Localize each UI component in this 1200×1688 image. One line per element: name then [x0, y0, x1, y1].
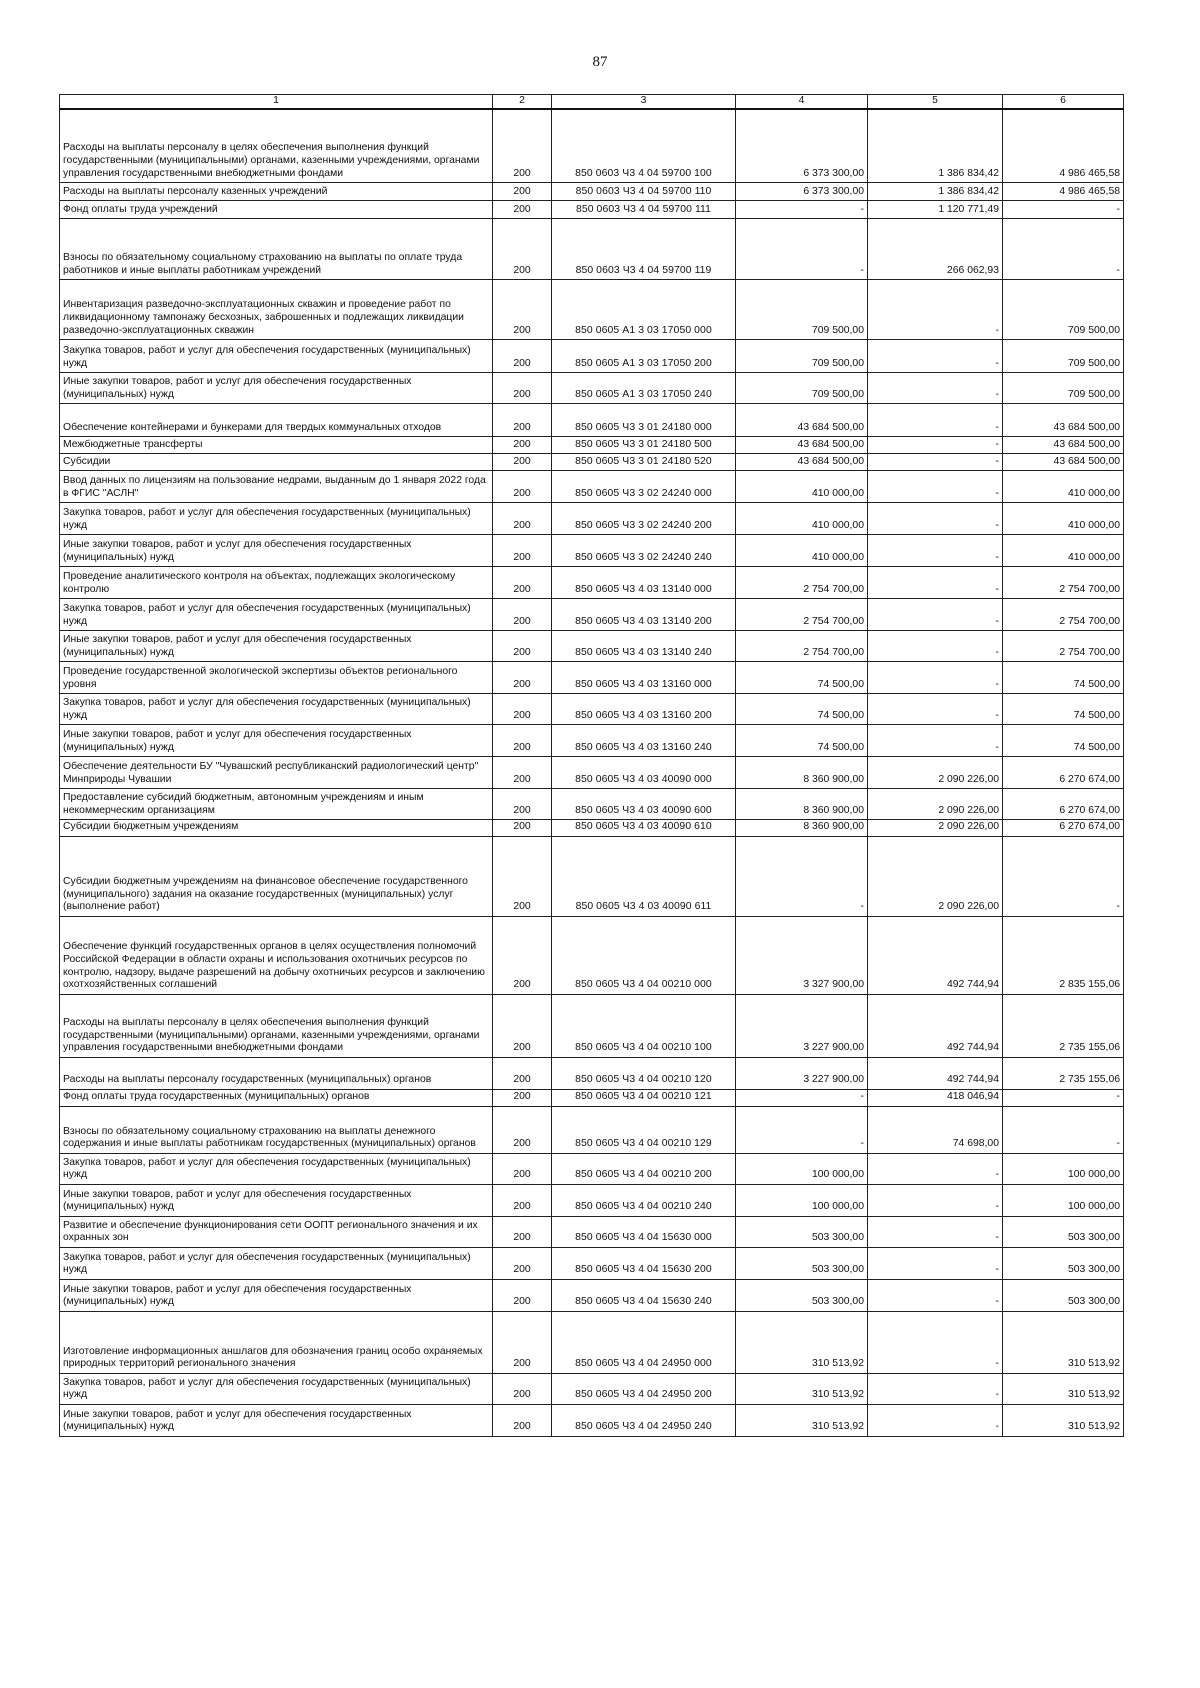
- row-vid-cell: 200: [493, 535, 552, 567]
- column-header: 2: [493, 95, 552, 109]
- row-code-cell: 850 0605 Ч3 4 04 24950 000: [552, 1311, 736, 1373]
- row-code-cell: 850 0605 Ч3 3 02 24240 200: [552, 503, 736, 535]
- table-row: [60, 916, 1124, 994]
- row-vid-cell: 200: [493, 757, 552, 789]
- row-remainder-cell: -: [1003, 1089, 1124, 1106]
- row-executed-cell: 266 062,93: [868, 219, 1003, 280]
- column-header: 4: [736, 95, 868, 109]
- row-vid-cell: 200: [493, 1247, 552, 1279]
- row-remainder-cell: 410 000,00: [1003, 535, 1124, 567]
- row-code-cell: 850 0605 Ч3 4 03 13140 200: [552, 599, 736, 631]
- row-planned-cell: -: [736, 219, 868, 280]
- row-planned-cell: 3 227 900,00: [736, 994, 868, 1057]
- row-remainder-cell: 310 513,92: [1003, 1404, 1124, 1436]
- row-executed-cell: -: [868, 662, 1003, 694]
- table-row: [60, 340, 1124, 373]
- row-planned-cell: 410 000,00: [736, 503, 868, 535]
- row-vid-cell: 200: [493, 820, 552, 837]
- row-planned-cell: -: [736, 1089, 868, 1106]
- table-row: [60, 1089, 1124, 1106]
- row-vid-cell: 200: [493, 789, 552, 820]
- row-code-cell: 850 0605 А1 3 03 17050 240: [552, 373, 736, 404]
- row-code-cell: 850 0605 Ч3 4 03 40090 611: [552, 836, 736, 916]
- row-code-cell: 850 0605 Ч3 4 03 40090 610: [552, 820, 736, 837]
- row-executed-cell: -: [868, 280, 1003, 340]
- row-remainder-cell: -: [1003, 201, 1124, 219]
- row-remainder-cell: 2 735 155,06: [1003, 1057, 1124, 1089]
- row-executed-cell: 1 386 834,42: [868, 109, 1003, 183]
- table-row: [60, 1184, 1124, 1216]
- table-row: [60, 1153, 1124, 1184]
- row-code-cell: 850 0605 Ч3 4 03 13140 000: [552, 567, 736, 599]
- table-row: [60, 280, 1124, 340]
- row-remainder-cell: 709 500,00: [1003, 280, 1124, 340]
- row-remainder-cell: 410 000,00: [1003, 503, 1124, 535]
- row-executed-cell: -: [868, 567, 1003, 599]
- row-remainder-cell: 74 500,00: [1003, 662, 1124, 694]
- row-remainder-cell: -: [1003, 219, 1124, 280]
- row-vid-cell: 200: [493, 183, 552, 201]
- row-vid-cell: 200: [493, 994, 552, 1057]
- row-remainder-cell: 503 300,00: [1003, 1216, 1124, 1247]
- row-remainder-cell: 100 000,00: [1003, 1184, 1124, 1216]
- row-vid-cell: 200: [493, 219, 552, 280]
- row-remainder-cell: 503 300,00: [1003, 1247, 1124, 1279]
- row-name-cell: Обеспечение функций государственных органов в целях осуществления полномочий Российской Федерации в области охраны и использования охотничьих ресурсов по контролю, надзору, выдаче разрешений на добычу охотничьих ресурсов и заключению охотхозяйственных соглашений: [60, 916, 493, 994]
- row-remainder-cell: 43 684 500,00: [1003, 437, 1124, 454]
- row-code-cell: 850 0603 Ч3 4 04 59700 100: [552, 109, 736, 183]
- table-row: [60, 373, 1124, 404]
- row-executed-cell: -: [868, 471, 1003, 503]
- row-remainder-cell: 2 754 700,00: [1003, 631, 1124, 662]
- row-executed-cell: -: [868, 725, 1003, 757]
- row-code-cell: 850 0605 Ч3 3 01 24180 000: [552, 404, 736, 437]
- row-executed-cell: 418 046,94: [868, 1089, 1003, 1106]
- table-row: [60, 1057, 1124, 1089]
- table-row: [60, 836, 1124, 916]
- row-planned-cell: 43 684 500,00: [736, 404, 868, 437]
- row-planned-cell: 3 227 900,00: [736, 1057, 868, 1089]
- row-executed-cell: -: [868, 503, 1003, 535]
- page-number: 87: [592, 54, 608, 70]
- row-vid-cell: 200: [493, 471, 552, 503]
- table-row: [60, 820, 1124, 837]
- row-remainder-cell: 2 754 700,00: [1003, 567, 1124, 599]
- budget-table: [59, 94, 1124, 1437]
- row-remainder-cell: -: [1003, 1106, 1124, 1153]
- row-remainder-cell: 2 735 155,06: [1003, 994, 1124, 1057]
- row-name-cell: Проведение государственной экологической экспертизы объектов регионального уровня: [60, 662, 493, 694]
- table-row: [60, 1106, 1124, 1153]
- row-name-cell: Изготовление информационных аншлагов для обозначения границ особо охраняемых природных территорий регионального значения: [60, 1311, 493, 1373]
- row-vid-cell: 200: [493, 1311, 552, 1373]
- row-code-cell: 850 0605 Ч3 3 01 24180 520: [552, 454, 736, 471]
- row-vid-cell: 200: [493, 916, 552, 994]
- row-executed-cell: -: [868, 535, 1003, 567]
- row-executed-cell: -: [868, 373, 1003, 404]
- row-executed-cell: -: [868, 631, 1003, 662]
- row-remainder-cell: 503 300,00: [1003, 1279, 1124, 1311]
- row-remainder-cell: 6 270 674,00: [1003, 789, 1124, 820]
- row-planned-cell: 503 300,00: [736, 1216, 868, 1247]
- row-code-cell: 850 0605 Ч3 3 02 24240 240: [552, 535, 736, 567]
- row-remainder-cell: 4 986 465,58: [1003, 109, 1124, 183]
- column-header: 6: [1003, 95, 1124, 109]
- row-code-cell: 850 0603 Ч3 4 04 59700 111: [552, 201, 736, 219]
- row-planned-cell: 410 000,00: [736, 535, 868, 567]
- row-executed-cell: 74 698,00: [868, 1106, 1003, 1153]
- table-row: [60, 471, 1124, 503]
- row-executed-cell: 492 744,94: [868, 916, 1003, 994]
- row-vid-cell: 200: [493, 631, 552, 662]
- row-executed-cell: -: [868, 340, 1003, 373]
- table-row: [60, 219, 1124, 280]
- row-code-cell: 850 0605 Ч3 3 02 24240 000: [552, 471, 736, 503]
- row-planned-cell: 2 754 700,00: [736, 567, 868, 599]
- row-executed-cell: 1 120 771,49: [868, 201, 1003, 219]
- row-vid-cell: 200: [493, 373, 552, 404]
- row-vid-cell: 200: [493, 340, 552, 373]
- row-vid-cell: 200: [493, 201, 552, 219]
- row-executed-cell: -: [868, 599, 1003, 631]
- row-remainder-cell: 100 000,00: [1003, 1153, 1124, 1184]
- row-code-cell: 850 0605 Ч3 4 04 15630 000: [552, 1216, 736, 1247]
- row-name-cell: Взносы по обязательному социальному страхованию на выплаты по оплате труда работников и иные выплаты работникам учреждений: [60, 219, 493, 280]
- row-name-cell: Закупка товаров, работ и услуг для обеспечения государственных (муниципальных) нужд: [60, 503, 493, 535]
- row-vid-cell: 200: [493, 725, 552, 757]
- row-code-cell: 850 0605 Ч3 4 03 40090 600: [552, 789, 736, 820]
- row-planned-cell: 74 500,00: [736, 725, 868, 757]
- table-row: [60, 404, 1124, 437]
- row-code-cell: 850 0605 Ч3 4 04 00210 120: [552, 1057, 736, 1089]
- row-code-cell: 850 0605 Ч3 4 03 13140 240: [552, 631, 736, 662]
- row-name-cell: Предоставление субсидий бюджетным, автономным учреждениям и иным некоммерческим организациям: [60, 789, 493, 820]
- table-row: [60, 454, 1124, 471]
- table-row: [60, 1247, 1124, 1279]
- row-planned-cell: -: [736, 201, 868, 219]
- row-remainder-cell: -: [1003, 836, 1124, 916]
- row-planned-cell: 503 300,00: [736, 1247, 868, 1279]
- row-planned-cell: 8 360 900,00: [736, 757, 868, 789]
- table-row: [60, 109, 1124, 183]
- row-executed-cell: -: [868, 1184, 1003, 1216]
- row-remainder-cell: 310 513,92: [1003, 1373, 1124, 1404]
- row-executed-cell: 2 090 226,00: [868, 757, 1003, 789]
- table-row: [60, 631, 1124, 662]
- row-name-cell: Фонд оплаты труда государственных (муниципальных) органов: [60, 1089, 493, 1106]
- row-planned-cell: 709 500,00: [736, 280, 868, 340]
- row-code-cell: 850 0605 Ч3 4 03 40090 000: [552, 757, 736, 789]
- row-planned-cell: 310 513,92: [736, 1404, 868, 1436]
- row-executed-cell: -: [868, 1404, 1003, 1436]
- row-planned-cell: 2 754 700,00: [736, 599, 868, 631]
- row-code-cell: 850 0605 Ч3 4 04 15630 200: [552, 1247, 736, 1279]
- table-row: [60, 1216, 1124, 1247]
- row-name-cell: Закупка товаров, работ и услуг для обеспечения государственных (муниципальных) нужд: [60, 694, 493, 725]
- row-remainder-cell: 2 754 700,00: [1003, 599, 1124, 631]
- row-code-cell: 850 0605 А1 3 03 17050 200: [552, 340, 736, 373]
- table-row: [60, 694, 1124, 725]
- row-code-cell: 850 0605 А1 3 03 17050 000: [552, 280, 736, 340]
- row-name-cell: Ввод данных по лицензиям на пользование недрами, выданным до 1 января 2022 года в ФГИС "АСЛН": [60, 471, 493, 503]
- row-name-cell: Обеспечение деятельности БУ "Чувашский республиканский радиологический центр" Минприроды Чувашии: [60, 757, 493, 789]
- row-name-cell: Иные закупки товаров, работ и услуг для обеспечения государственных (муниципальных) нужд: [60, 1184, 493, 1216]
- row-name-cell: Фонд оплаты труда учреждений: [60, 201, 493, 219]
- row-name-cell: Инвентаризация разведочно-эксплуатационных скважин и проведение работ по ликвидационному тампонажу бесхозных, заброшенных и подлежащих ликвидации разведочно-эксплуатационных скважин: [60, 280, 493, 340]
- row-remainder-cell: 6 270 674,00: [1003, 757, 1124, 789]
- row-vid-cell: 200: [493, 1106, 552, 1153]
- row-vid-cell: 200: [493, 1057, 552, 1089]
- row-planned-cell: -: [736, 1106, 868, 1153]
- row-executed-cell: 492 744,94: [868, 1057, 1003, 1089]
- row-code-cell: 850 0605 Ч3 4 04 15630 240: [552, 1279, 736, 1311]
- row-vid-cell: 200: [493, 694, 552, 725]
- table-row: [60, 994, 1124, 1057]
- table-row: [60, 1279, 1124, 1311]
- row-code-cell: 850 0603 Ч3 4 04 59700 110: [552, 183, 736, 201]
- row-planned-cell: 74 500,00: [736, 662, 868, 694]
- row-planned-cell: 100 000,00: [736, 1153, 868, 1184]
- row-vid-cell: 200: [493, 503, 552, 535]
- row-code-cell: 850 0605 Ч3 4 04 00210 000: [552, 916, 736, 994]
- row-remainder-cell: 410 000,00: [1003, 471, 1124, 503]
- row-executed-cell: -: [868, 404, 1003, 437]
- row-name-cell: Закупка товаров, работ и услуг для обеспечения государственных (муниципальных) нужд: [60, 1247, 493, 1279]
- row-vid-cell: 200: [493, 836, 552, 916]
- row-code-cell: 850 0605 Ч3 4 04 00210 200: [552, 1153, 736, 1184]
- row-name-cell: Расходы на выплаты персоналу в целях обеспечения выполнения функций государственными (муниципальными) органами, казенными учреждениями, органами управления государственными внебюджетными фондами: [60, 109, 493, 183]
- row-vid-cell: 200: [493, 1216, 552, 1247]
- row-planned-cell: 310 513,92: [736, 1373, 868, 1404]
- table-row: [60, 1404, 1124, 1436]
- row-executed-cell: 2 090 226,00: [868, 789, 1003, 820]
- row-planned-cell: -: [736, 836, 868, 916]
- row-name-cell: Закупка товаров, работ и услуг для обеспечения государственных (муниципальных) нужд: [60, 340, 493, 373]
- row-remainder-cell: 43 684 500,00: [1003, 404, 1124, 437]
- row-remainder-cell: 4 986 465,58: [1003, 183, 1124, 201]
- row-executed-cell: -: [868, 454, 1003, 471]
- row-code-cell: 850 0605 Ч3 4 04 24950 240: [552, 1404, 736, 1436]
- row-name-cell: Иные закупки товаров, работ и услуг для обеспечения государственных (муниципальных) нужд: [60, 1404, 493, 1436]
- table-row: [60, 183, 1124, 201]
- row-name-cell: Закупка товаров, работ и услуг для обеспечения государственных (муниципальных) нужд: [60, 1153, 493, 1184]
- table-row: [60, 1311, 1124, 1373]
- row-planned-cell: 100 000,00: [736, 1184, 868, 1216]
- row-executed-cell: -: [868, 1311, 1003, 1373]
- row-remainder-cell: 2 835 155,06: [1003, 916, 1124, 994]
- row-planned-cell: 709 500,00: [736, 340, 868, 373]
- row-planned-cell: 6 373 300,00: [736, 183, 868, 201]
- row-vid-cell: 200: [493, 1279, 552, 1311]
- row-vid-cell: 200: [493, 1373, 552, 1404]
- row-code-cell: 850 0605 Ч3 4 04 00210 240: [552, 1184, 736, 1216]
- row-vid-cell: 200: [493, 404, 552, 437]
- row-remainder-cell: 6 270 674,00: [1003, 820, 1124, 837]
- row-remainder-cell: 74 500,00: [1003, 694, 1124, 725]
- row-code-cell: 850 0605 Ч3 4 04 00210 121: [552, 1089, 736, 1106]
- row-planned-cell: 503 300,00: [736, 1279, 868, 1311]
- row-planned-cell: 74 500,00: [736, 694, 868, 725]
- row-planned-cell: 2 754 700,00: [736, 631, 868, 662]
- row-name-cell: Межбюджетные трансферты: [60, 437, 493, 454]
- row-remainder-cell: 43 684 500,00: [1003, 454, 1124, 471]
- row-executed-cell: -: [868, 1247, 1003, 1279]
- row-code-cell: 850 0605 Ч3 3 01 24180 500: [552, 437, 736, 454]
- row-vid-cell: 200: [493, 599, 552, 631]
- row-planned-cell: 3 327 900,00: [736, 916, 868, 994]
- row-name-cell: Иные закупки товаров, работ и услуг для обеспечения государственных (муниципальных) нужд: [60, 631, 493, 662]
- row-planned-cell: 709 500,00: [736, 373, 868, 404]
- row-name-cell: Закупка товаров, работ и услуг для обеспечения государственных (муниципальных) нужд: [60, 1373, 493, 1404]
- table-row: [60, 437, 1124, 454]
- row-planned-cell: 8 360 900,00: [736, 789, 868, 820]
- row-code-cell: 850 0605 Ч3 4 04 24950 200: [552, 1373, 736, 1404]
- table-row: [60, 201, 1124, 219]
- row-executed-cell: -: [868, 1373, 1003, 1404]
- row-name-cell: Иные закупки товаров, работ и услуг для обеспечения государственных (муниципальных) нужд: [60, 1279, 493, 1311]
- row-remainder-cell: 74 500,00: [1003, 725, 1124, 757]
- row-code-cell: 850 0605 Ч3 4 03 13160 240: [552, 725, 736, 757]
- table-row: [60, 757, 1124, 789]
- row-name-cell: Субсидии бюджетным учреждениям на финансовое обеспечение государственного (муниципального) задания на оказание государственных (муниципальных) услуг (выполнение работ): [60, 836, 493, 916]
- row-name-cell: Закупка товаров, работ и услуг для обеспечения государственных (муниципальных) нужд: [60, 599, 493, 631]
- row-remainder-cell: 310 513,92: [1003, 1311, 1124, 1373]
- table-row: [60, 535, 1124, 567]
- row-executed-cell: -: [868, 437, 1003, 454]
- row-vid-cell: 200: [493, 454, 552, 471]
- row-planned-cell: 310 513,92: [736, 1311, 868, 1373]
- row-planned-cell: 8 360 900,00: [736, 820, 868, 837]
- column-number-header: [60, 95, 1124, 109]
- row-vid-cell: 200: [493, 567, 552, 599]
- row-planned-cell: 6 373 300,00: [736, 109, 868, 183]
- row-name-cell: Развитие и обеспечение функционирования сети ООПТ регионального значения и их охранных зон: [60, 1216, 493, 1247]
- row-vid-cell: 200: [493, 109, 552, 183]
- row-vid-cell: 200: [493, 1153, 552, 1184]
- row-executed-cell: 2 090 226,00: [868, 836, 1003, 916]
- table-row: [60, 567, 1124, 599]
- row-code-cell: 850 0603 Ч3 4 04 59700 119: [552, 219, 736, 280]
- table-row: [60, 1373, 1124, 1404]
- column-header: 1: [60, 95, 493, 109]
- row-executed-cell: -: [868, 694, 1003, 725]
- row-executed-cell: -: [868, 1153, 1003, 1184]
- table-row: [60, 789, 1124, 820]
- row-remainder-cell: 709 500,00: [1003, 373, 1124, 404]
- column-header: 3: [552, 95, 736, 109]
- row-name-cell: Иные закупки товаров, работ и услуг для обеспечения государственных (муниципальных) нужд: [60, 373, 493, 404]
- row-code-cell: 850 0605 Ч3 4 03 13160 200: [552, 694, 736, 725]
- table-row: [60, 503, 1124, 535]
- row-executed-cell: 2 090 226,00: [868, 820, 1003, 837]
- table-body: [60, 109, 1124, 1437]
- row-name-cell: Расходы на выплаты персоналу в целях обеспечения выполнения функций государственными (муниципальными) органами, казенными учреждениями, органами управления государственными внебюджетными фондами: [60, 994, 493, 1057]
- row-name-cell: Взносы по обязательному социальному страхованию на выплаты денежного содержания и иные выплаты работникам государственных (муниципальных) органов: [60, 1106, 493, 1153]
- row-vid-cell: 200: [493, 1184, 552, 1216]
- row-name-cell: Расходы на выплаты персоналу государственных (муниципальных) органов: [60, 1057, 493, 1089]
- row-vid-cell: 200: [493, 662, 552, 694]
- column-header: 5: [868, 95, 1003, 109]
- row-executed-cell: 1 386 834,42: [868, 183, 1003, 201]
- row-remainder-cell: 709 500,00: [1003, 340, 1124, 373]
- row-vid-cell: 200: [493, 1404, 552, 1436]
- table-row: [60, 725, 1124, 757]
- row-name-cell: Субсидии: [60, 454, 493, 471]
- row-name-cell: Иные закупки товаров, работ и услуг для обеспечения государственных (муниципальных) нужд: [60, 535, 493, 567]
- row-code-cell: 850 0605 Ч3 4 03 13160 000: [552, 662, 736, 694]
- row-name-cell: Расходы на выплаты персоналу казенных учреждений: [60, 183, 493, 201]
- row-executed-cell: -: [868, 1216, 1003, 1247]
- row-name-cell: Иные закупки товаров, работ и услуг для обеспечения государственных (муниципальных) нужд: [60, 725, 493, 757]
- table-row: [60, 662, 1124, 694]
- row-planned-cell: 43 684 500,00: [736, 437, 868, 454]
- row-planned-cell: 43 684 500,00: [736, 454, 868, 471]
- row-executed-cell: -: [868, 1279, 1003, 1311]
- row-name-cell: Обеспечение контейнерами и бункерами для твердых коммунальных отходов: [60, 404, 493, 437]
- row-planned-cell: 410 000,00: [736, 471, 868, 503]
- row-vid-cell: 200: [493, 280, 552, 340]
- row-code-cell: 850 0605 Ч3 4 04 00210 100: [552, 994, 736, 1057]
- row-vid-cell: 200: [493, 437, 552, 454]
- table-row: [60, 599, 1124, 631]
- row-name-cell: Проведение аналитического контроля на объектах, подлежащих экологическому контролю: [60, 567, 493, 599]
- row-code-cell: 850 0605 Ч3 4 04 00210 129: [552, 1106, 736, 1153]
- row-vid-cell: 200: [493, 1089, 552, 1106]
- row-name-cell: Субсидии бюджетным учреждениям: [60, 820, 493, 837]
- row-executed-cell: 492 744,94: [868, 994, 1003, 1057]
